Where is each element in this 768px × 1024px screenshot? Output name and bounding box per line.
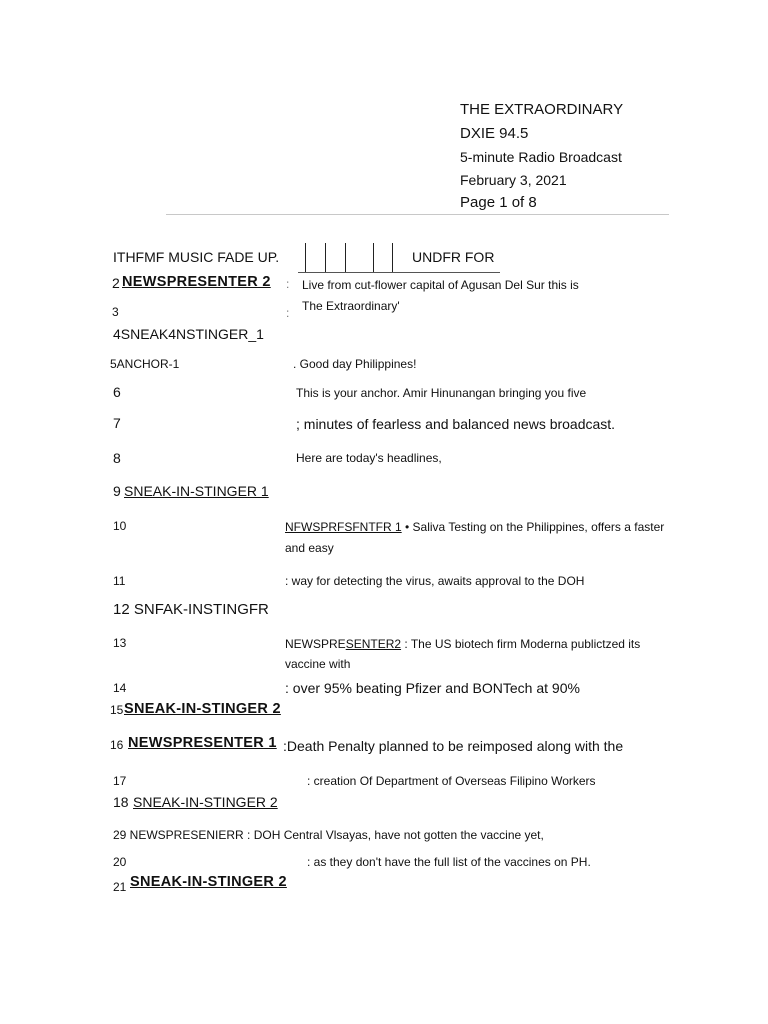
station-id: DXIE 94.5 [460,125,529,142]
line-number: 3 [112,305,119,319]
script-text: : creation Of Department of Overseas Filipino Workers [307,774,596,788]
line-number: 9 [113,483,121,499]
script-text: :Death Penalty planned to be reimposed along with the [283,738,624,754]
script-text: Here are today's headlines, [296,451,442,465]
stinger-cue: SNEAK-IN-STINGER 2 [124,701,281,717]
script-text [285,634,670,674]
line-number: 7 [113,415,121,431]
broadcast-format: 5-minute Radio Broadcast [460,149,622,165]
header-divider [166,214,669,215]
show-title: THE EXTRAORDINARY [460,101,624,118]
line-number: 16 [110,738,124,752]
line-underline [298,272,500,273]
line-number: 8 [113,450,121,466]
stinger-cue: 12 SNFAK-INSTINGFR [113,601,269,618]
line-number: 21 [113,880,127,894]
line-number: 10 [113,519,127,533]
anchor-cue: 5ANCHOR-1 [110,357,180,371]
presenter-cue: NFWSPRFSFNTFR 1 [285,520,402,534]
script-text: ; minutes of fearless and balanced news broadcast. [296,416,616,432]
table-divider [345,243,346,273]
presenter-cue: NEWSPRESENTER 1 [128,735,277,751]
line-number: 15 [110,703,124,717]
line-number: 6 [113,384,121,400]
music-cue: ITHFMF MUSIC FADE UP. [113,249,280,265]
line-number: 20 [113,855,127,869]
table-divider [305,243,306,273]
line-number: 17 [113,774,127,788]
script-text: : over 95% beating Pfizer and BONTech at 90% [285,680,580,696]
broadcast-date: February 3, 2021 [460,172,567,188]
stinger-cue: 4SNEAK4NSTINGER_1 [113,326,264,342]
script-text: This is your anchor. Amir Hinunangan bringing you five [296,386,587,400]
script-text: : way for detecting the virus, awaits approval to the DOH [285,574,585,588]
presenter-cue-underlined: SENTER2 [345,637,402,651]
line-number: 18 [113,794,129,810]
headline-text: : The US biotech firm Moderna publictzed its vaccine with [285,637,641,671]
line-number: 2 [112,275,120,291]
table-divider [373,243,374,273]
script-text: The Extraordinary' [302,299,400,313]
stinger-cue: SNEAK-IN-STINGER 2 [133,794,278,810]
line-number: 11 [113,574,126,588]
page-number: Page 1 of 8 [460,194,537,211]
stinger-cue: SNEAK-IN-STINGER 2 [130,874,287,890]
script-text: Live from cut-flower capital of Agusan Del Sur this is [302,278,579,292]
script-text: : as they don't have the full list of the vaccines on PH. [307,855,591,869]
line-number: 14 [113,681,127,695]
script-text [285,517,670,559]
presenter-cue: NEWSPRE [285,637,346,651]
table-divider [392,243,393,273]
table-divider [325,243,326,273]
headline-text: • Saliva Testing on the Philippines, offers a faster and easy [285,520,665,555]
stinger-cue: SNEAK-IN-STINGER 1 [124,483,269,499]
presenter-cue: NEWSPRESENTER 2 [122,274,271,290]
separator: : [286,306,290,320]
line-number: 13 [113,636,127,650]
script-text: 29 NEWSPRESENIERR : DOH Central Vlsayas, have not gotten the vaccine yet, [113,828,544,842]
music-cue-under: UNDFR FOR [412,249,495,265]
script-text: . Good day Philippines! [293,357,417,371]
separator: : [286,277,290,291]
